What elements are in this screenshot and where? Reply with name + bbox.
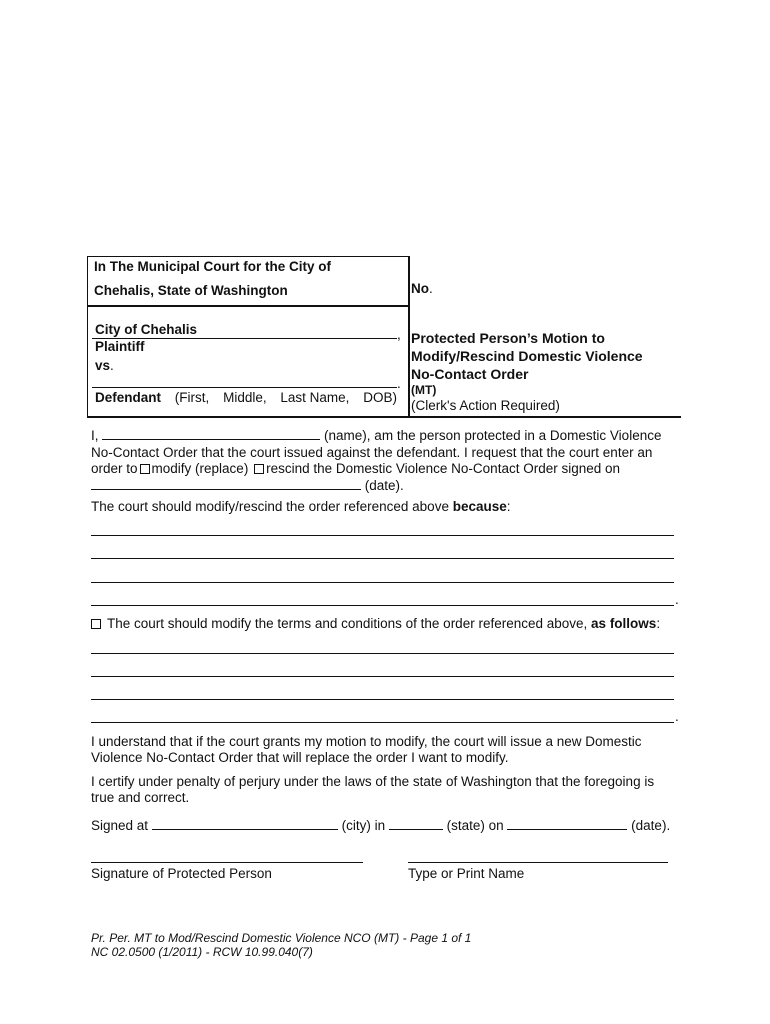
terms-bold: as follows	[591, 616, 657, 631]
because-bold: because	[452, 499, 507, 514]
because-prefix: The court should modify/rescind the order referenced above	[91, 499, 449, 514]
understand-line1: I understand that if the court grants my motion to modify, the court will issue a new Domestic	[91, 734, 642, 749]
court-heading-line2: Chehalis, State of Washington	[94, 283, 288, 298]
intro-name-hint: (name), am the person protected in a Domestic Violence	[324, 428, 662, 443]
sign-date-blank[interactable]	[507, 818, 627, 830]
certify-line1: I certify under penalty of perjury under the laws of the state of Washington that the foregoing is	[91, 774, 655, 789]
signature-label: Signature of Protected Person	[91, 866, 272, 881]
date-hint: (date).	[364, 478, 404, 493]
intro-line1	[91, 428, 661, 443]
case-number-label: No	[411, 281, 429, 296]
because-text	[91, 499, 511, 514]
date-end-hint: (date).	[631, 818, 671, 833]
vs-label: vs	[95, 358, 111, 373]
title-line3: No-Contact Order	[411, 366, 529, 382]
because-line-4[interactable]	[91, 605, 674, 606]
terms-prefix: The court should modify the terms and conditions of the order referenced above,	[107, 616, 588, 631]
city-blank[interactable]	[152, 818, 338, 830]
terms-suffix: :	[656, 616, 661, 631]
because-line-1[interactable]	[91, 535, 674, 536]
defendant-comma: .	[397, 376, 401, 391]
terms-checkbox[interactable]	[91, 619, 101, 629]
date-line	[91, 478, 404, 493]
protected-name-blank[interactable]	[102, 428, 320, 440]
defendant-field-middle: Middle,	[223, 390, 267, 405]
state-blank[interactable]	[389, 818, 443, 830]
because-period: .	[675, 592, 679, 607]
because-line-2[interactable]	[91, 558, 674, 559]
terms-line-4[interactable]	[91, 722, 674, 723]
title-line2: Modify/Rescind Domestic Violence	[411, 348, 643, 364]
defendant-field-first: (First,	[174, 390, 210, 405]
title-note: (Clerk's Action Required)	[411, 398, 560, 413]
footer-line2: NC 02.0500 (1/2011) - RCW 10.99.040(7)	[91, 945, 313, 959]
plaintiff-name: City of Chehalis	[95, 322, 198, 337]
title-line1: Protected Person’s Motion to	[411, 330, 605, 346]
print-name-label: Type or Print Name	[408, 866, 525, 881]
certify-line2: true and correct.	[91, 790, 190, 805]
rescind-checkbox[interactable]	[254, 464, 264, 474]
court-heading-line1: In The Municipal Court for the City of	[94, 259, 331, 274]
intro-line2: No-Contact Order that the court issued against the defendant. I request that the court enter an	[91, 445, 653, 460]
order-date-blank[interactable]	[91, 478, 361, 490]
defendant-row	[95, 390, 397, 405]
case-number: No.	[411, 281, 433, 296]
signed-at-row	[91, 818, 670, 833]
vs-text: vs.	[95, 358, 114, 373]
understand-line2: Violence No-Contact Order that will replace the order I want to modify.	[91, 750, 509, 765]
plaintiff-comma: ,	[397, 327, 401, 342]
intro-line3-prefix: order to	[91, 461, 138, 476]
modify-checkbox[interactable]	[140, 464, 150, 474]
terms-line-2[interactable]	[91, 676, 674, 677]
caption-divider	[87, 305, 408, 307]
defendant-field-dob: DOB)	[363, 390, 397, 405]
terms-text	[91, 616, 660, 631]
terms-line-3[interactable]	[91, 699, 674, 700]
because-line-3[interactable]	[91, 582, 674, 583]
title-code: (MT)	[411, 383, 437, 397]
defendant-name-line	[92, 387, 397, 388]
footer-line1: Pr. Per. MT to Mod/Rescind Domestic Violence NCO (MT) - Page 1 of 1	[91, 931, 472, 945]
rescind-option-label: rescind the Domestic Violence No-Contact Order signed on	[266, 461, 621, 476]
intro-line3	[91, 461, 620, 476]
defendant-field-last: Last Name,	[280, 390, 350, 405]
terms-line-1[interactable]	[91, 653, 674, 654]
signed-at-label: Signed at	[91, 818, 149, 833]
state-hint: (state) on	[446, 818, 504, 833]
terms-period: .	[675, 709, 679, 724]
because-suffix: :	[506, 499, 511, 514]
defendant-label: Defendant	[95, 390, 162, 405]
print-name-line[interactable]	[408, 862, 668, 863]
signature-line[interactable]	[91, 862, 363, 863]
city-hint: (city) in	[341, 818, 386, 833]
modify-option-label: modify (replace)	[151, 461, 249, 476]
intro-prefix: I,	[91, 428, 99, 443]
plaintiff-label: Plaintiff	[95, 339, 145, 354]
caption-bottom-rule	[87, 416, 681, 418]
